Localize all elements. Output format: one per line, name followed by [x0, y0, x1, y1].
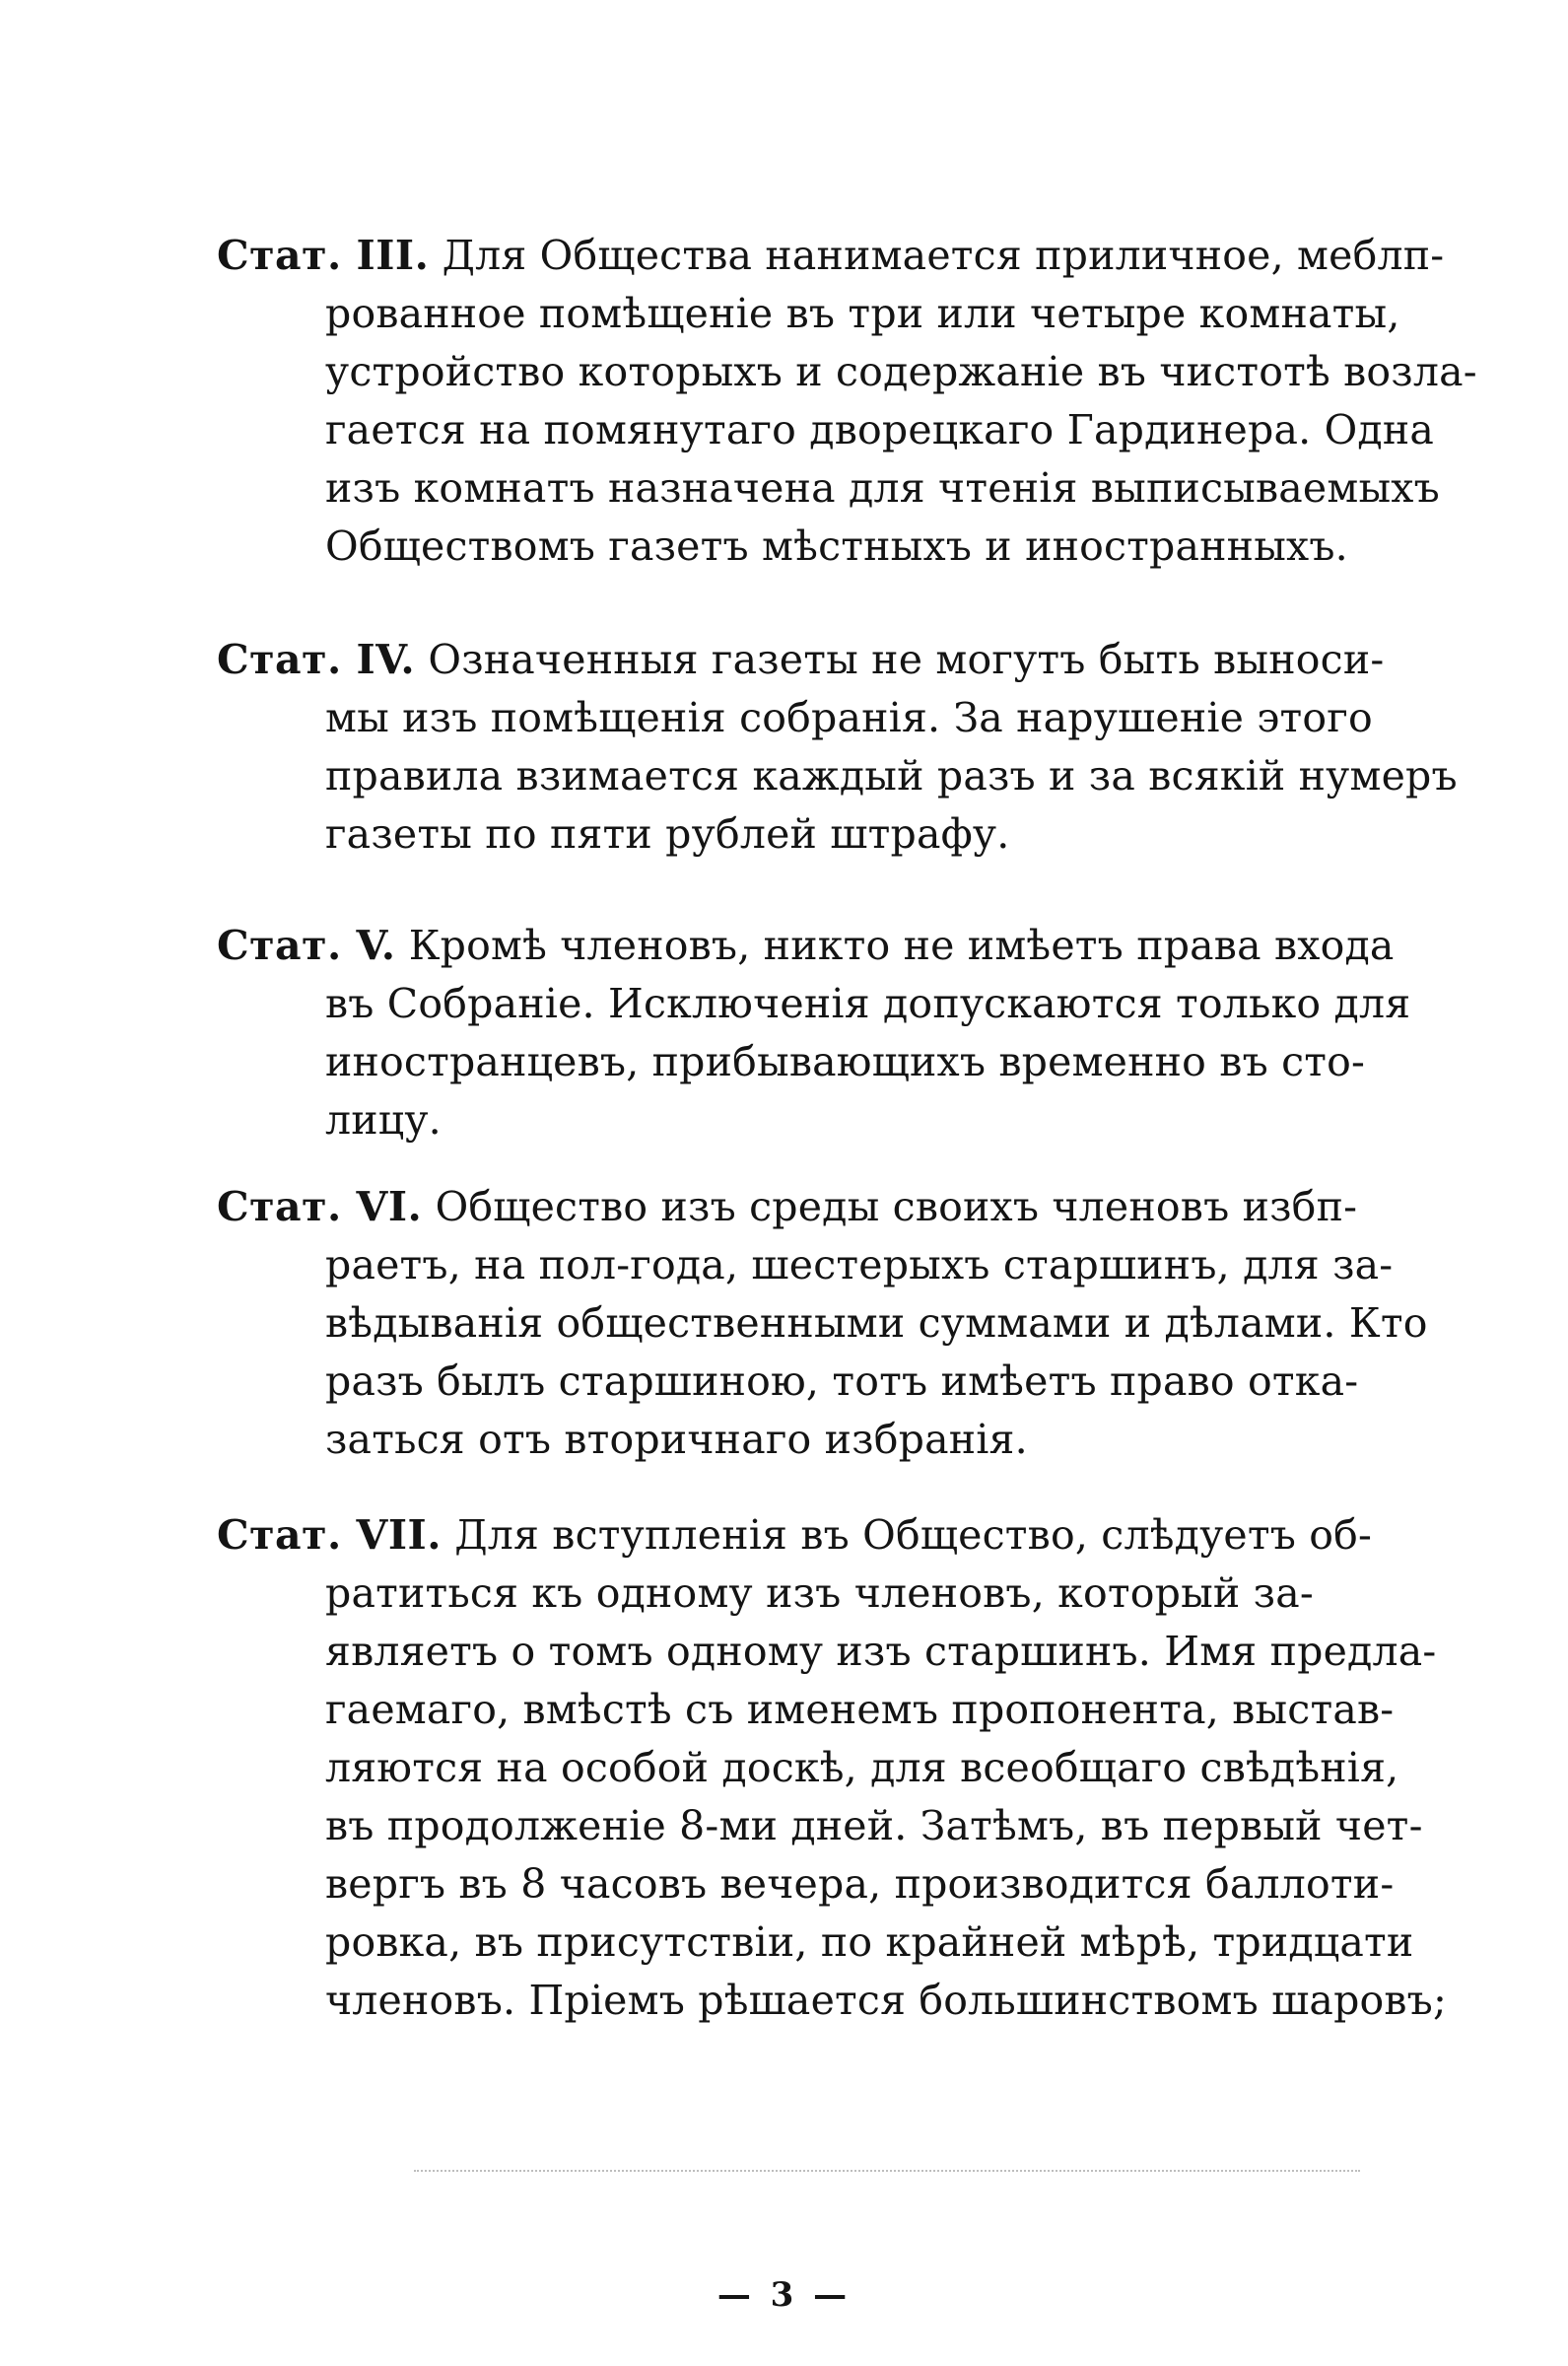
article-label: Стат. VI. — [217, 1183, 423, 1230]
article-line: вергъ въ 8 часовъ вечера, производится баллоти- — [325, 1860, 1395, 1908]
article-text: Означенныя газеты не могутъ быть выноси- — [428, 636, 1385, 683]
article-line: правила взимается каждый разъ и за всякій нумеръ — [325, 752, 1458, 800]
article-text: Кромѣ членовъ, никто не имѣетъ права входа — [408, 922, 1395, 969]
article-line: иностранцевъ, прибывающихъ временно въ сто- — [325, 1038, 1366, 1085]
article-line: въ продолженіе 8-ми дней. Затѣмъ, въ первый чет- — [325, 1802, 1423, 1849]
article-text: Общество изъ среды своихъ членовъ избп- — [435, 1183, 1358, 1230]
article-line: мы изъ помѣщенія собранія. За нарушеніе этого — [325, 694, 1373, 741]
article-line: гается на помянутаго дворецкаго Гардинера. Одна — [325, 406, 1435, 453]
article-line: ровка, въ присутствіи, по крайней мѣрѣ, тридцати — [325, 1918, 1414, 1966]
article-text: Для вступленія въ Общество, слѣдуетъ об- — [454, 1511, 1373, 1559]
article-line: членовъ. Пріемъ рѣшается большинствомъ шаровъ; — [325, 1977, 1447, 2024]
article-line: устройство которыхъ и содержаніе въ чистотѣ возла- — [325, 348, 1477, 395]
footer-divider — [414, 2170, 1360, 2172]
article-line: рованное помѣщеніе въ три или четыре комнаты, — [325, 290, 1400, 337]
article-line: лицу. — [325, 1096, 442, 1144]
article-line: разъ былъ старшиною, тотъ имѣетъ право отка- — [325, 1357, 1359, 1405]
article-label: Стат. V. — [217, 922, 396, 969]
article-line: газеты по пяти рублей штрафу. — [325, 810, 1010, 858]
article-line: въ Собраніе. Исключенія допускаются только для — [325, 980, 1411, 1027]
article-label: Стат. IV. — [217, 636, 416, 683]
article-line — [217, 227, 1444, 284]
article-line — [217, 1506, 1372, 1564]
article-line: ратиться къ одному изъ членовъ, который за- — [325, 1569, 1314, 1617]
article-line: изъ комнатъ назначена для чтенія выписываемыхъ — [325, 464, 1440, 512]
page-number: — 3 — — [716, 2275, 852, 2315]
article-line: являетъ о томъ одному изъ старшинъ. Имя предла- — [325, 1628, 1437, 1675]
article-line: раетъ, на пол-года, шестерыхъ старшинъ, для за- — [325, 1241, 1394, 1288]
article-line — [217, 631, 1384, 688]
article-line — [217, 1178, 1357, 1235]
article-line — [217, 917, 1395, 974]
article-line: заться отъ вторичнаго избранія. — [325, 1416, 1028, 1463]
article-line: Обществомъ газетъ мѣстныхъ и иностранныхъ. — [325, 522, 1348, 570]
article-line: гаемаго, вмѣстѣ съ именемъ пропонента, выстав- — [325, 1686, 1395, 1733]
article-line: вѣдыванія общественными суммами и дѣлами. Кто — [325, 1299, 1428, 1347]
article-label: Стат. VII. — [217, 1511, 442, 1559]
article-label: Стат. III. — [217, 232, 430, 279]
article-text: Для Общества нанимается приличное, меблп- — [442, 232, 1445, 279]
article-line: ляются на особой доскѣ, для всеобщаго свѣдѣнія, — [325, 1744, 1399, 1791]
